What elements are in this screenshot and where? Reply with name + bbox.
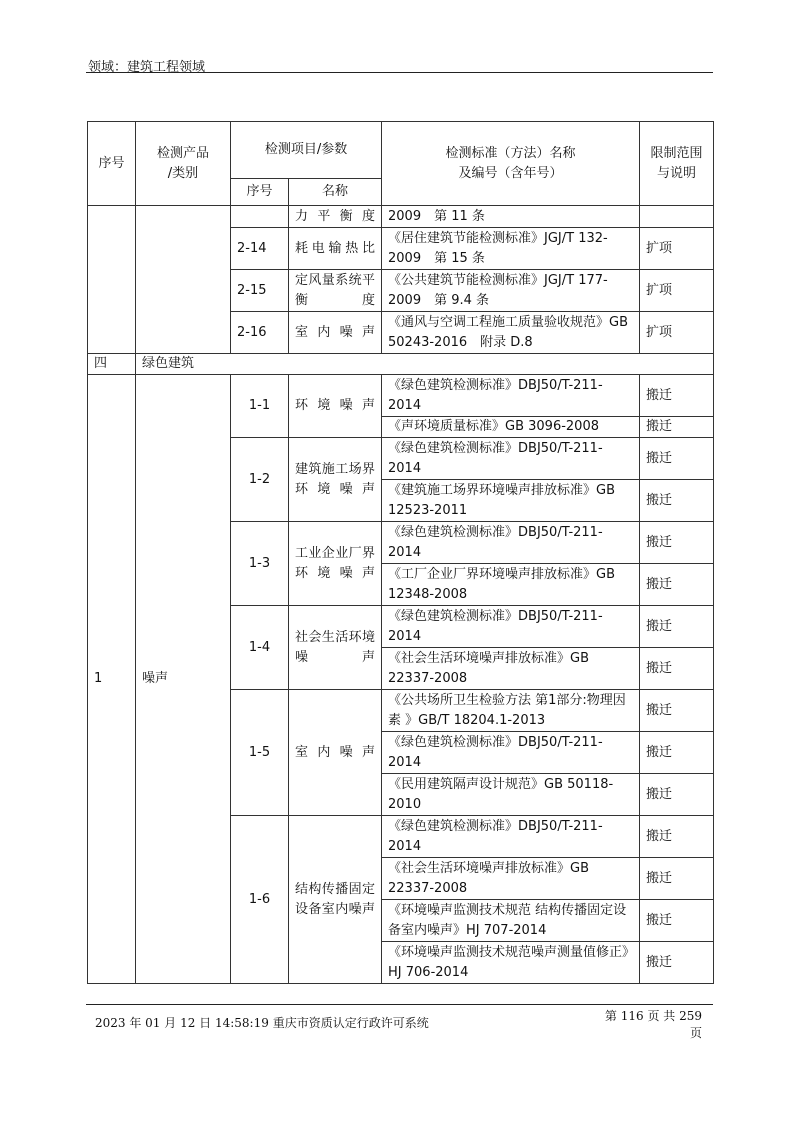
- cell-item-seq: 1-6: [231, 816, 289, 984]
- cell-standard: 《绿色建筑检测标准》DBJ50/T-211-2014: [382, 606, 640, 648]
- footer-system: 重庆市资质认定行政许可系统: [272, 1016, 429, 1030]
- footer-datetime: 2023 年 01 月 12 日 14:58:19: [95, 1016, 269, 1030]
- cell-item-seq: [231, 206, 289, 228]
- footer-rule: [86, 1004, 713, 1005]
- cell-limit: [640, 206, 714, 228]
- cell-limit: 搬迁: [640, 732, 714, 774]
- header-domain: 领域：建筑工程领域: [88, 60, 206, 75]
- cell-limit: 搬迁: [640, 648, 714, 690]
- cell-item-seq: 1-3: [231, 522, 289, 606]
- cell-limit: 扩项: [640, 270, 714, 312]
- cell-standard: 《居住建筑节能检测标准》JGJ/T 132-2009 第 15 条: [382, 228, 640, 270]
- cell-standard: 《声环境质量标准》GB 3096-2008: [382, 417, 640, 438]
- cell-item-seq: 1-5: [231, 690, 289, 816]
- cell-item-name: 环境噪声: [289, 375, 382, 438]
- cell-limit: 搬迁: [640, 606, 714, 648]
- cell-item-name: 力平衡度: [289, 206, 382, 228]
- cell-item-seq: 1-2: [231, 438, 289, 522]
- footer-timestamp-system: [95, 1014, 429, 1031]
- cell-item-name: 工业企业厂界环境噪声: [289, 522, 382, 606]
- cell-limit: 搬迁: [640, 816, 714, 858]
- cell-standard: 《绿色建筑检测标准》DBJ50/T-211-2014: [382, 375, 640, 417]
- cell-limit: 扩项: [640, 312, 714, 354]
- cell-seq-continued: [88, 206, 136, 354]
- cell-standard: 《社会生活环境噪声排放标准》GB 22337-2008: [382, 858, 640, 900]
- group-seq: 1: [88, 375, 136, 984]
- cell-limit: 搬迁: [640, 858, 714, 900]
- cell-limit: 搬迁: [640, 564, 714, 606]
- cell-standard: 《绿色建筑检测标准》DBJ50/T-211-2014: [382, 732, 640, 774]
- table-row: [88, 206, 714, 228]
- col-head-name: 名称: [289, 179, 382, 206]
- cell-item-name: 室内噪声: [289, 312, 382, 354]
- cell-limit: 搬迁: [640, 900, 714, 942]
- cell-limit: 搬迁: [640, 774, 714, 816]
- cell-standard: 2009 第 11 条: [382, 206, 640, 228]
- cell-limit: 搬迁: [640, 522, 714, 564]
- cell-standard: 《民用建筑隔声设计规范》GB 50118-2010: [382, 774, 640, 816]
- col-head-limit: 限制范围 与说明: [640, 122, 714, 206]
- cell-item-name: 社会生活环境噪声: [289, 606, 382, 690]
- cell-standard: 《社会生活环境噪声排放标准》GB 22337-2008: [382, 648, 640, 690]
- header-rule: [86, 72, 713, 73]
- section-number: 四: [88, 354, 136, 375]
- cell-item-seq: 2-15: [231, 270, 289, 312]
- group-product: 噪声: [136, 375, 231, 984]
- col-head-product: 检测产品 /类别: [136, 122, 231, 206]
- table-row: [88, 375, 714, 417]
- cell-standard: 《公共场所卫生检验方法 第1部分:物理因素 》GB/T 18204.1-2013: [382, 690, 640, 732]
- col-head-item-param: 检测项目/参数: [231, 122, 382, 179]
- cell-standard: 《公共建筑节能检测标准》JGJ/T 177-2009 第 9.4 条: [382, 270, 640, 312]
- cell-limit: 搬迁: [640, 942, 714, 984]
- cell-standard: 《环境噪声监测技术规范噪声测量值修正》HJ 706-2014: [382, 942, 640, 984]
- cell-item-seq: 2-14: [231, 228, 289, 270]
- cell-limit: 扩项: [640, 228, 714, 270]
- col-head-sub-seq: 序号: [231, 179, 289, 206]
- cell-standard: 《绿色建筑检测标准》DBJ50/T-211-2014: [382, 522, 640, 564]
- col-head-standard: 检测标准（方法）名称 及编号（含年号）: [382, 122, 640, 206]
- col-head-seq: 序号: [88, 122, 136, 206]
- cell-item-seq: 1-1: [231, 375, 289, 438]
- detection-table: [87, 121, 714, 984]
- cell-item-seq: 1-4: [231, 606, 289, 690]
- cell-item-name: 建筑施工场界环境噪声: [289, 438, 382, 522]
- cell-limit: 搬迁: [640, 375, 714, 417]
- cell-limit: 搬迁: [640, 438, 714, 480]
- cell-item-name: 耗电输热比: [289, 228, 382, 270]
- cell-item-name: 结构传播固定设备室内噪声: [289, 816, 382, 984]
- cell-item-seq: 2-16: [231, 312, 289, 354]
- cell-product-continued: [136, 206, 231, 354]
- cell-item-name: 定风量系统平衡度: [289, 270, 382, 312]
- cell-standard: 《绿色建筑检测标准》DBJ50/T-211-2014: [382, 438, 640, 480]
- cell-standard: 《工厂企业厂界环境噪声排放标准》GB 12348-2008: [382, 564, 640, 606]
- cell-limit: 搬迁: [640, 480, 714, 522]
- section-title: 绿色建筑: [136, 354, 714, 375]
- cell-standard: 《环境噪声监测技术规范 结构传播固定设备室内噪声》HJ 707-2014: [382, 900, 640, 942]
- cell-standard: 《绿色建筑检测标准》DBJ50/T-211-2014: [382, 816, 640, 858]
- cell-item-name: 室内噪声: [289, 690, 382, 816]
- cell-standard: 《通风与空调工程施工质量验收规范》GB 50243-2016 附录 D.8: [382, 312, 640, 354]
- cell-standard: 《建筑施工场界环境噪声排放标准》GB 12523-2011: [382, 480, 640, 522]
- cell-limit: 搬迁: [640, 690, 714, 732]
- footer-page: 第 116 页 共 259 页: [604, 1009, 702, 1040]
- table-row: [88, 354, 714, 375]
- cell-limit: 搬迁: [640, 417, 714, 438]
